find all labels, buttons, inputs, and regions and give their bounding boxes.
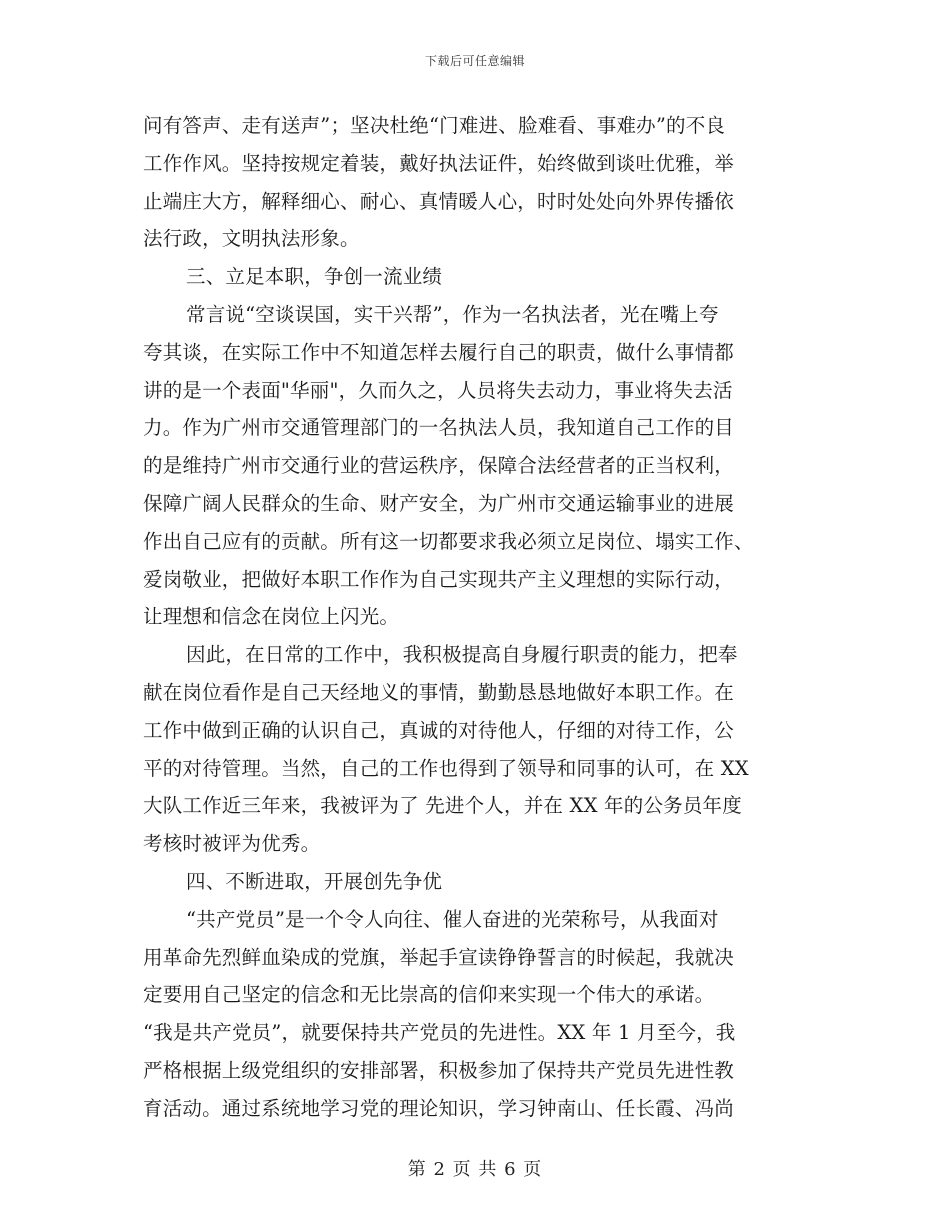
- text-line: 育活动。通过系统地学习党的理论知识，学习钟南山、任长霞、冯尚: [143, 1096, 735, 1120]
- text-line: 大队工作近三年来，我被评为了 先进个人，并在 XX 年的公务员年度: [143, 794, 742, 818]
- text-line: 保障广阔人民群众的生命、财产安全，为广州市交通运输事业的进展: [143, 491, 735, 515]
- text-line: 力。作为广州市交通管理部门的一名执法人员，我知道自己工作的目: [143, 416, 735, 440]
- text-line: 问有答声、走有送声”；坚决杜绝“门难进、脸难看、事难办”的不良: [143, 114, 726, 137]
- text-line: 献在岗位看作是自己天经地义的事情，勤勤恳恳地做好本职工作。在: [143, 680, 735, 704]
- text-line: 作出自己应有的贡献。所有这一切都要求我必须立足岗位、塌实工作、: [143, 529, 754, 553]
- text-line: 因此，在日常的工作中，我积极提高自身履行职责的能力，把奉: [186, 643, 738, 667]
- text-line: 平的对待管理。当然，自己的工作也得到了领导和同事的认可，在 XX: [143, 756, 749, 780]
- text-line: 用革命先烈鲜血染成的党旗，举起手宣读铮铮誓言的时候起，我就决: [143, 945, 735, 969]
- page-header: 下载后可任意编辑: [424, 54, 525, 68]
- text-line: 爱岗敬业，把做好本职工作作为自己实现共产主义理想的实际行动，: [143, 567, 735, 591]
- text-line: 常言说“空谈误国，实干兴帮”，作为一名执法者，光在嘴上夸: [186, 302, 719, 326]
- text-line: 法行政，文明执法形象。: [143, 227, 360, 251]
- text-line: 定要用自己坚定的信念和无比崇高的信仰来实现一个伟大的承诺。: [143, 983, 715, 1007]
- text-line: “共产党员”是一个令人向往、催人奋进的光荣称号，从我面对: [186, 907, 719, 931]
- text-line: 工作作风。坚持按规定着装，戴好执法证件，始终做到谈吐优雅，举: [143, 151, 735, 175]
- page-number: 第 2 页 共 6 页: [407, 1159, 543, 1180]
- document-body: [143, 107, 813, 1128]
- text-line: 四、不断进取，开展创先争优: [186, 869, 443, 893]
- text-line: 严格根据上级党组织的安排部署，积极参加了保持共产党员先进性教: [143, 1058, 735, 1082]
- text-line: “我是共产党员”，就要保持共产党员的先进性。XX 年 1 月至今，我: [143, 1021, 736, 1045]
- text-line: 止端庄大方，解释细心、耐心、真情暖人心，时时处处向外界传播依: [143, 189, 735, 213]
- text-line: 工作中做到正确的认识自己，真诚的对待他人，仔细的对待工作，公: [143, 718, 735, 742]
- text-line: 夸其谈，在实际工作中不知道怎样去履行自己的职责，做什么事情都: [143, 340, 735, 364]
- text-line: 讲的是一个表面"华丽"，久而久之，人员将失去动力，事业将失去活: [143, 378, 733, 402]
- text-line: 让理想和信念在岗位上闪光。: [143, 605, 400, 629]
- text-line: 三、立足本职，争创一流业绩: [186, 265, 443, 289]
- text-line: 考核时被评为优秀。: [143, 832, 321, 856]
- text-line: 的是维持广州市交通行业的营运秩序，保障合法经营者的正当权利，: [143, 454, 735, 478]
